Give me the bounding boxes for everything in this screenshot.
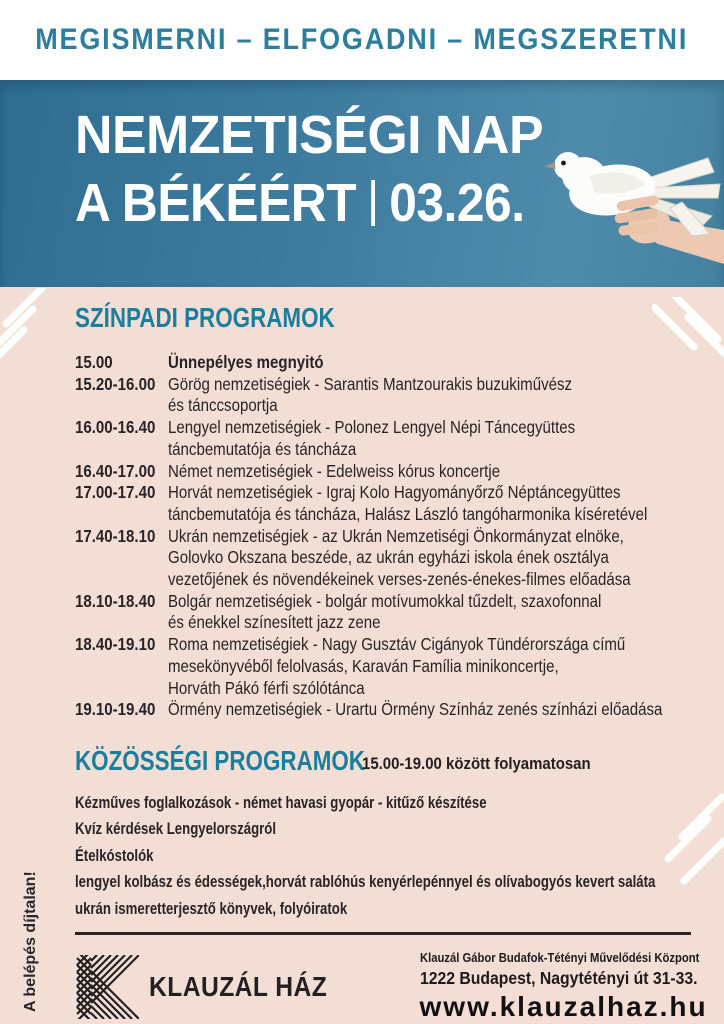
program-row [75,526,690,591]
community-program-line: Ételkóstolók [75,846,154,865]
program-description-line: és énekkel színesített jazz zene [168,612,381,633]
program-description [168,482,690,525]
poster-title-line1: NEMZETISÉGI NAP [75,105,544,165]
title-divider-bar [371,180,375,226]
program-time [75,634,168,699]
program-description-line: Bolgár nemzetiségiek - bolgár motívumokkal tűzdelt, szaxofonnal [168,590,602,611]
footer [75,951,708,1023]
program-description [168,374,690,417]
community-program-line: ukrán ismeretterjesztő könyvek, folyóiratok [75,899,348,918]
community-program-line: Kézműves foglalkozások - német havasi gyopár - kitűző készítése [75,793,487,812]
community-program-line: lengyel kolbász és édességek,horvát rablóhús kenyérlepénnyel és olívabogyós kevert saláta [75,873,656,892]
program-time [75,352,168,374]
program-time-text: 16.40-17.00 [75,460,156,481]
program-row [75,634,690,699]
program-time [75,461,168,483]
program-description-line: és tánccsoportja [168,395,278,416]
program-content [0,302,724,1023]
program-description-line: Roma nemzetiségiek - Nagy Gusztáv Cigányok Tündérországa című [168,634,626,655]
program-description-line: Ünnepélyes megnyitó [168,352,324,372]
community-programs-list [75,790,690,923]
stage-programs-heading: SZÍNPADI PROGRAMOK [75,302,335,333]
program-row [75,482,690,525]
program-row [75,461,690,483]
stage-programs-schedule [75,352,690,721]
program-time-text: 15.20-16.00 [75,373,156,394]
program-time-text: 18.10-18.40 [75,590,156,611]
program-row [75,374,690,417]
program-description-line: Görög nemzetiségiek - Sarantis Mantzourakis buzukiművész [168,373,573,394]
program-time [75,417,168,460]
program-description-line: Ukrán nemzetiségiek - az Ukrán Nemzetiségi Önkormányzat elnöke, [168,525,624,546]
program-description-line: Golovko Okszana beszéde, az ukrán egyházi iskola ének osztálya [168,547,609,568]
free-entry-note: A belépés díjtalan! [22,871,39,1012]
klauzal-logo-text: KLAUZÁL HÁZ [149,971,328,1003]
community-program-line: Kvíz kérdések Lengyelországról [75,820,277,839]
program-time-text: 17.40-18.10 [75,525,156,546]
street-address: 1222 Budapest, Nagytétényi út 31-33. [419,968,697,989]
program-time-text: 19.10-19.40 [75,699,156,720]
website-url: www.klauzalhaz.hu [419,991,708,1023]
program-description-line: mesekönyvéből felolvasás, Karaván Família minikoncertje, [168,655,559,676]
footer-address-block [420,951,724,1023]
program-row [75,417,690,460]
program-row [75,352,690,374]
program-description-line: Lengyel nemzetiségiek - Polonez Lengyel Népi Táncegyüttes [168,417,576,438]
program-time [75,591,168,634]
program-description [168,634,690,699]
program-description-line: Német nemzetiségiek - Edelweiss kórus koncertje [168,460,501,481]
tagline-text: MEGISMERNI – ELFOGADNI – MEGSZERETNI [35,23,689,56]
community-programs-header [75,745,690,777]
program-time [75,482,168,525]
program-description-line: Horvát nemzetiségiek - Igraj Kolo Hagyományőrző Néptáncegyüttes [168,482,621,503]
klauzal-logo-icon [75,955,139,1019]
program-row [75,591,690,634]
program-description-line: Horváth Pákó férfi szólótánca [168,677,365,698]
program-description [168,699,690,721]
program-time [75,526,168,591]
footer-divider-line [75,932,691,935]
klauzal-haz-logo [75,955,352,1019]
dove-in-hand-image [532,132,724,284]
tagline-band [0,0,724,80]
program-time-text: 18.40-19.10 [75,634,156,655]
organization-name: Klauzál Gábor Budafok-Tétényi Művelődési Központ [419,951,699,966]
program-description-line: vezetőjének és növendékeinek verses-zenés-énekes-filmes előadása [168,569,631,590]
program-description [168,526,690,591]
poster-title-line2-left: A BÉKÉÉRT [75,173,357,233]
program-time-text: 17.00-17.40 [75,482,156,503]
community-programs-heading: KÖZÖSSÉGI PROGRAMOK [75,744,365,776]
program-description [168,461,690,483]
program-description-line: táncbemutatója és táncháza, Halász László tangóharmonika kíséretével [168,503,648,524]
program-time [75,374,168,417]
program-time-text: 16.00-16.40 [75,417,156,438]
program-row [75,699,690,721]
hero-banner [0,80,724,287]
program-description-line: Örmény nemzetiségiek - Urartu Örmény Színház zenés színházi előadása [168,699,663,720]
event-date: 03.26. [389,173,525,233]
program-time-text: 15.00 [75,352,113,372]
community-schedule-note: 15.00-19.00 között folyamatosan [362,753,591,773]
program-description-line: táncbemutatója és táncháza [168,438,357,459]
program-description [168,591,690,634]
program-time [75,699,168,721]
program-description [168,417,690,460]
program-description [168,352,690,374]
